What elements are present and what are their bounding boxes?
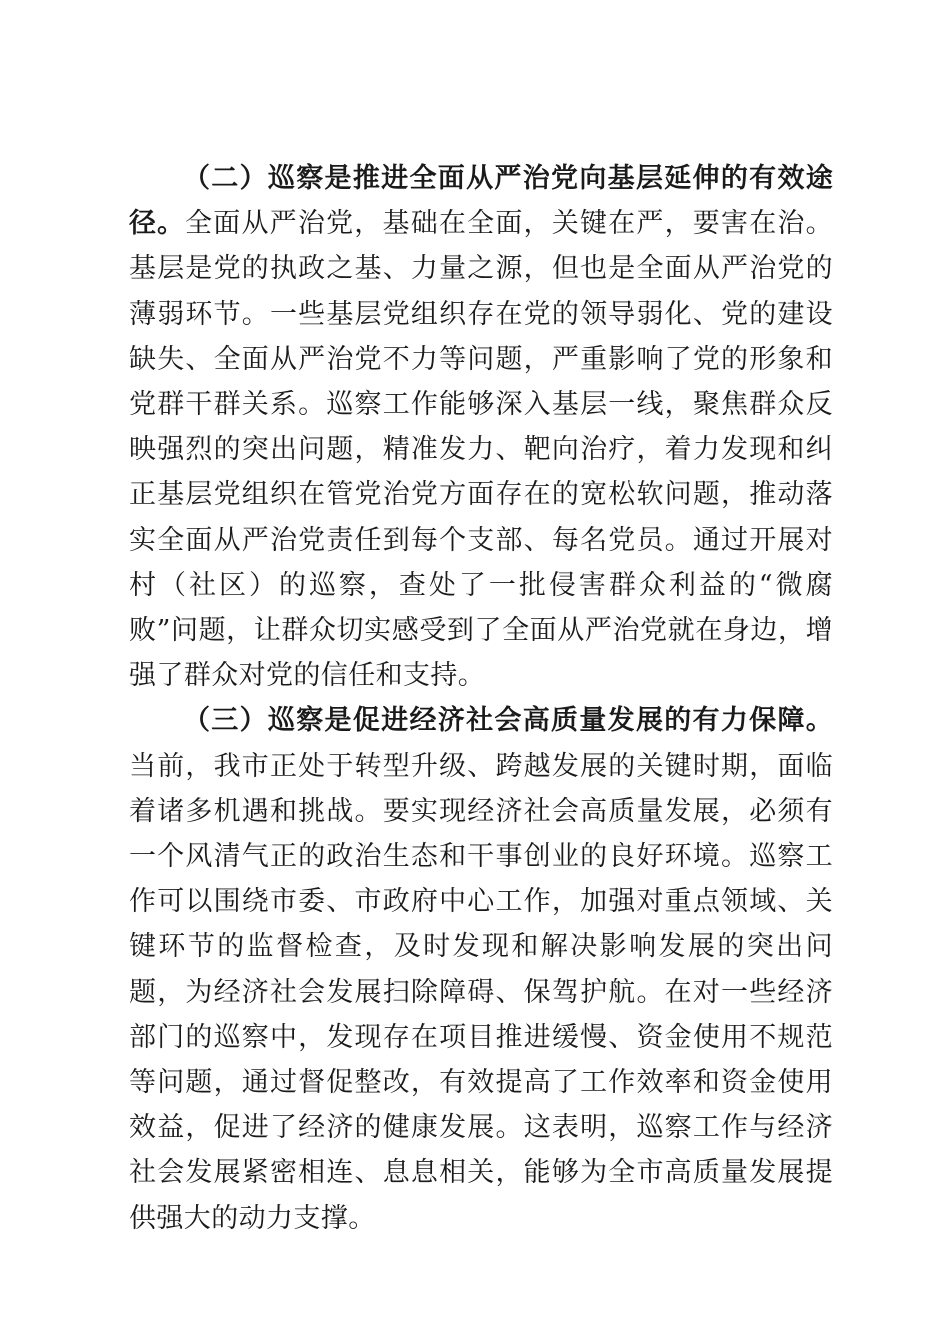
- section-2-body: 全面从严治党，基础在全面，关键在严，要害在治。基层是党的执政之基、力量之源，但也是全面从严治党的薄弱环节。一些基层党组织存在党的领导弱化、党的建设缺失、全面从严治党不力等问题，严重影响了党的形象和党群干群关系。巡察工作能够深入基层一线，聚焦群众反映强烈的突出问题，精准发力、靶向治疗，着力发现和纠正基层党组织在管党治党方面存在的宽松软问题，推动落实全面从严治党责任到每个支部、每名党员。通过开展对村（社区）的巡察，查处了一批侵害群众利益的“微腐败”问题，让群众切实感受到了全面从严治党就在身边，增强了群众对党的信任和支持。: [129, 208, 834, 692]
- document-body: [129, 156, 833, 1241]
- paragraph-section-3: [129, 698, 833, 1240]
- paragraph-section-2: [129, 156, 833, 698]
- section-3-heading: （三）巡察是促进经济社会高质量发展的有力保障。: [183, 705, 833, 737]
- section-3-body: 当前，我市正处于转型升级、跨越发展的关键时期，面临着诸多机遇和挑战。要实现经济社会高质量发展，必须有一个风清气正的政治生态和干事创业的良好环境。巡察工作可以围绕市委、市政府中心工作，加强对重点领域、关键环节的监督检查，及时发现和解决影响发展的突出问题，为经济社会发展扫除障碍、保驾护航。在对一些经济部门的巡察中，发现存在项目推进缓慢、资金使用不规范等问题，通过督促整改，有效提高了工作效率和资金使用效益，促进了经济的健康发展。这表明，巡察工作与经济社会发展紧密相连、息息相关，能够为全市高质量发展提供强大的动力支撑。: [129, 750, 833, 1234]
- section-2-heading: （二）巡察是推进全面从严治党向基层延伸的有效途径。: [129, 163, 833, 240]
